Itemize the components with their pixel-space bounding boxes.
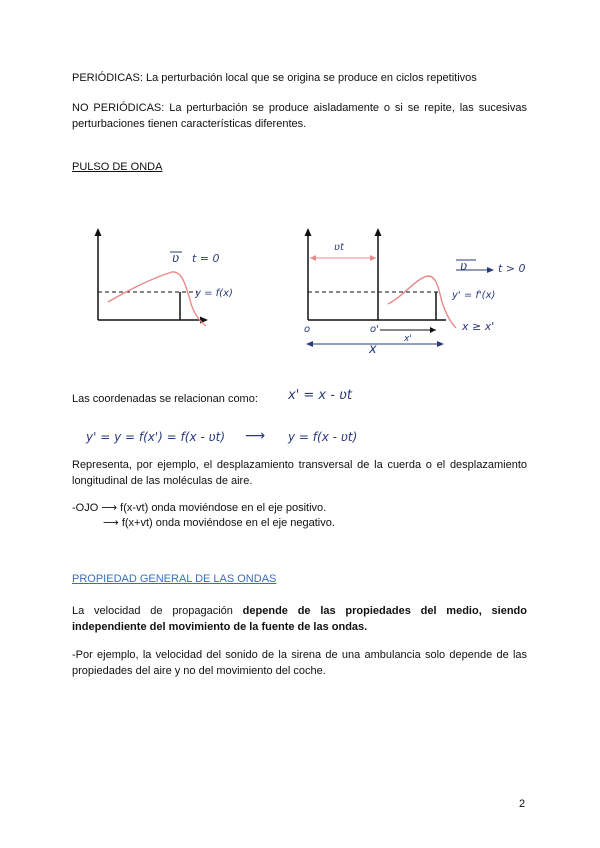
equation-arrow-icon: ⟶ [245, 428, 266, 444]
time-label: t > 0 [498, 262, 526, 275]
coordinates-formula: x' = x - ʋt [288, 388, 352, 403]
pulse-figure-t-positive [296, 222, 536, 352]
note-positive-direction: -OJO ⟶ f(x-vt) onda moviéndose en el eje positivo. [72, 502, 327, 514]
moving-origin-label: o' [370, 324, 379, 335]
coordinates-text: Las coordenadas se relacionan como: [72, 393, 258, 405]
velocity-arrow-icon [487, 267, 494, 273]
function-label: y = f(x) [195, 288, 233, 299]
property-heading: PROPIEDAD GENERAL DE LAS ONDAS [72, 573, 277, 585]
vt-right-arrow-icon [370, 255, 376, 261]
property-sentence-bold: depende de las propiedades del medio, siendo independiente del movimiento de la fuente de las ondas. [72, 605, 527, 633]
x-right-arrow-icon [437, 341, 444, 347]
property-sentence-start: La velocidad de propagación [72, 605, 243, 617]
property-paragraph [72, 603, 527, 635]
note-negative-direction: ⟶ f(x+vt) onda moviéndose en el eje negativo. [103, 517, 335, 529]
fixed-y-axis-arrow-icon [305, 228, 312, 236]
pulse-heading: PULSO DE ONDA [72, 161, 163, 173]
pulse-curve [108, 272, 206, 326]
page-number: 2 [519, 798, 526, 810]
represents-paragraph: Representa, por ejemplo, el desplazamiento transversal de la cuerda o el desplazamiento longitudinal de las moléculas de aire. [72, 459, 527, 487]
x-label: x [369, 342, 377, 357]
property-example: -Por ejemplo, la velocidad del sonido de la sirena de una ambulancia solo depende de las propiedades del aire y no del movimiento del coche. [72, 649, 527, 677]
time-label: t = 0 [192, 252, 220, 265]
vt-label: ʋt [334, 242, 344, 253]
y-axis-arrow-icon [95, 228, 102, 236]
x-prime-label: x' [404, 334, 412, 344]
vt-left-arrow-icon [310, 255, 316, 261]
velocity-label: ʋ [172, 251, 180, 265]
periodic-definition: PERIÓDICAS: La perturbación local que se origina se produce en ciclos repetitivos [72, 72, 477, 84]
x-prime-arrow-icon [430, 327, 436, 333]
x-left-arrow-icon [306, 341, 313, 347]
equation-right: y = f(x - ʋt) [288, 430, 358, 444]
x-relation-label: x ≥ x' [462, 320, 495, 333]
function-label: y' = f'(x) [452, 290, 496, 301]
moving-y-axis-arrow-icon [375, 228, 382, 236]
origin-label: o [304, 324, 311, 335]
non-periodic-definition: NO PERIÓDICAS: La perturbación se produce aisladamente o si se repite, las sucesivas perturbaciones tienen características diferentes. [72, 102, 527, 130]
velocity-label: ʋ [460, 259, 468, 273]
equation-left: y' = y = f(x') = f(x - ʋt) [86, 430, 226, 444]
pulse-figure-t0 [80, 222, 250, 332]
